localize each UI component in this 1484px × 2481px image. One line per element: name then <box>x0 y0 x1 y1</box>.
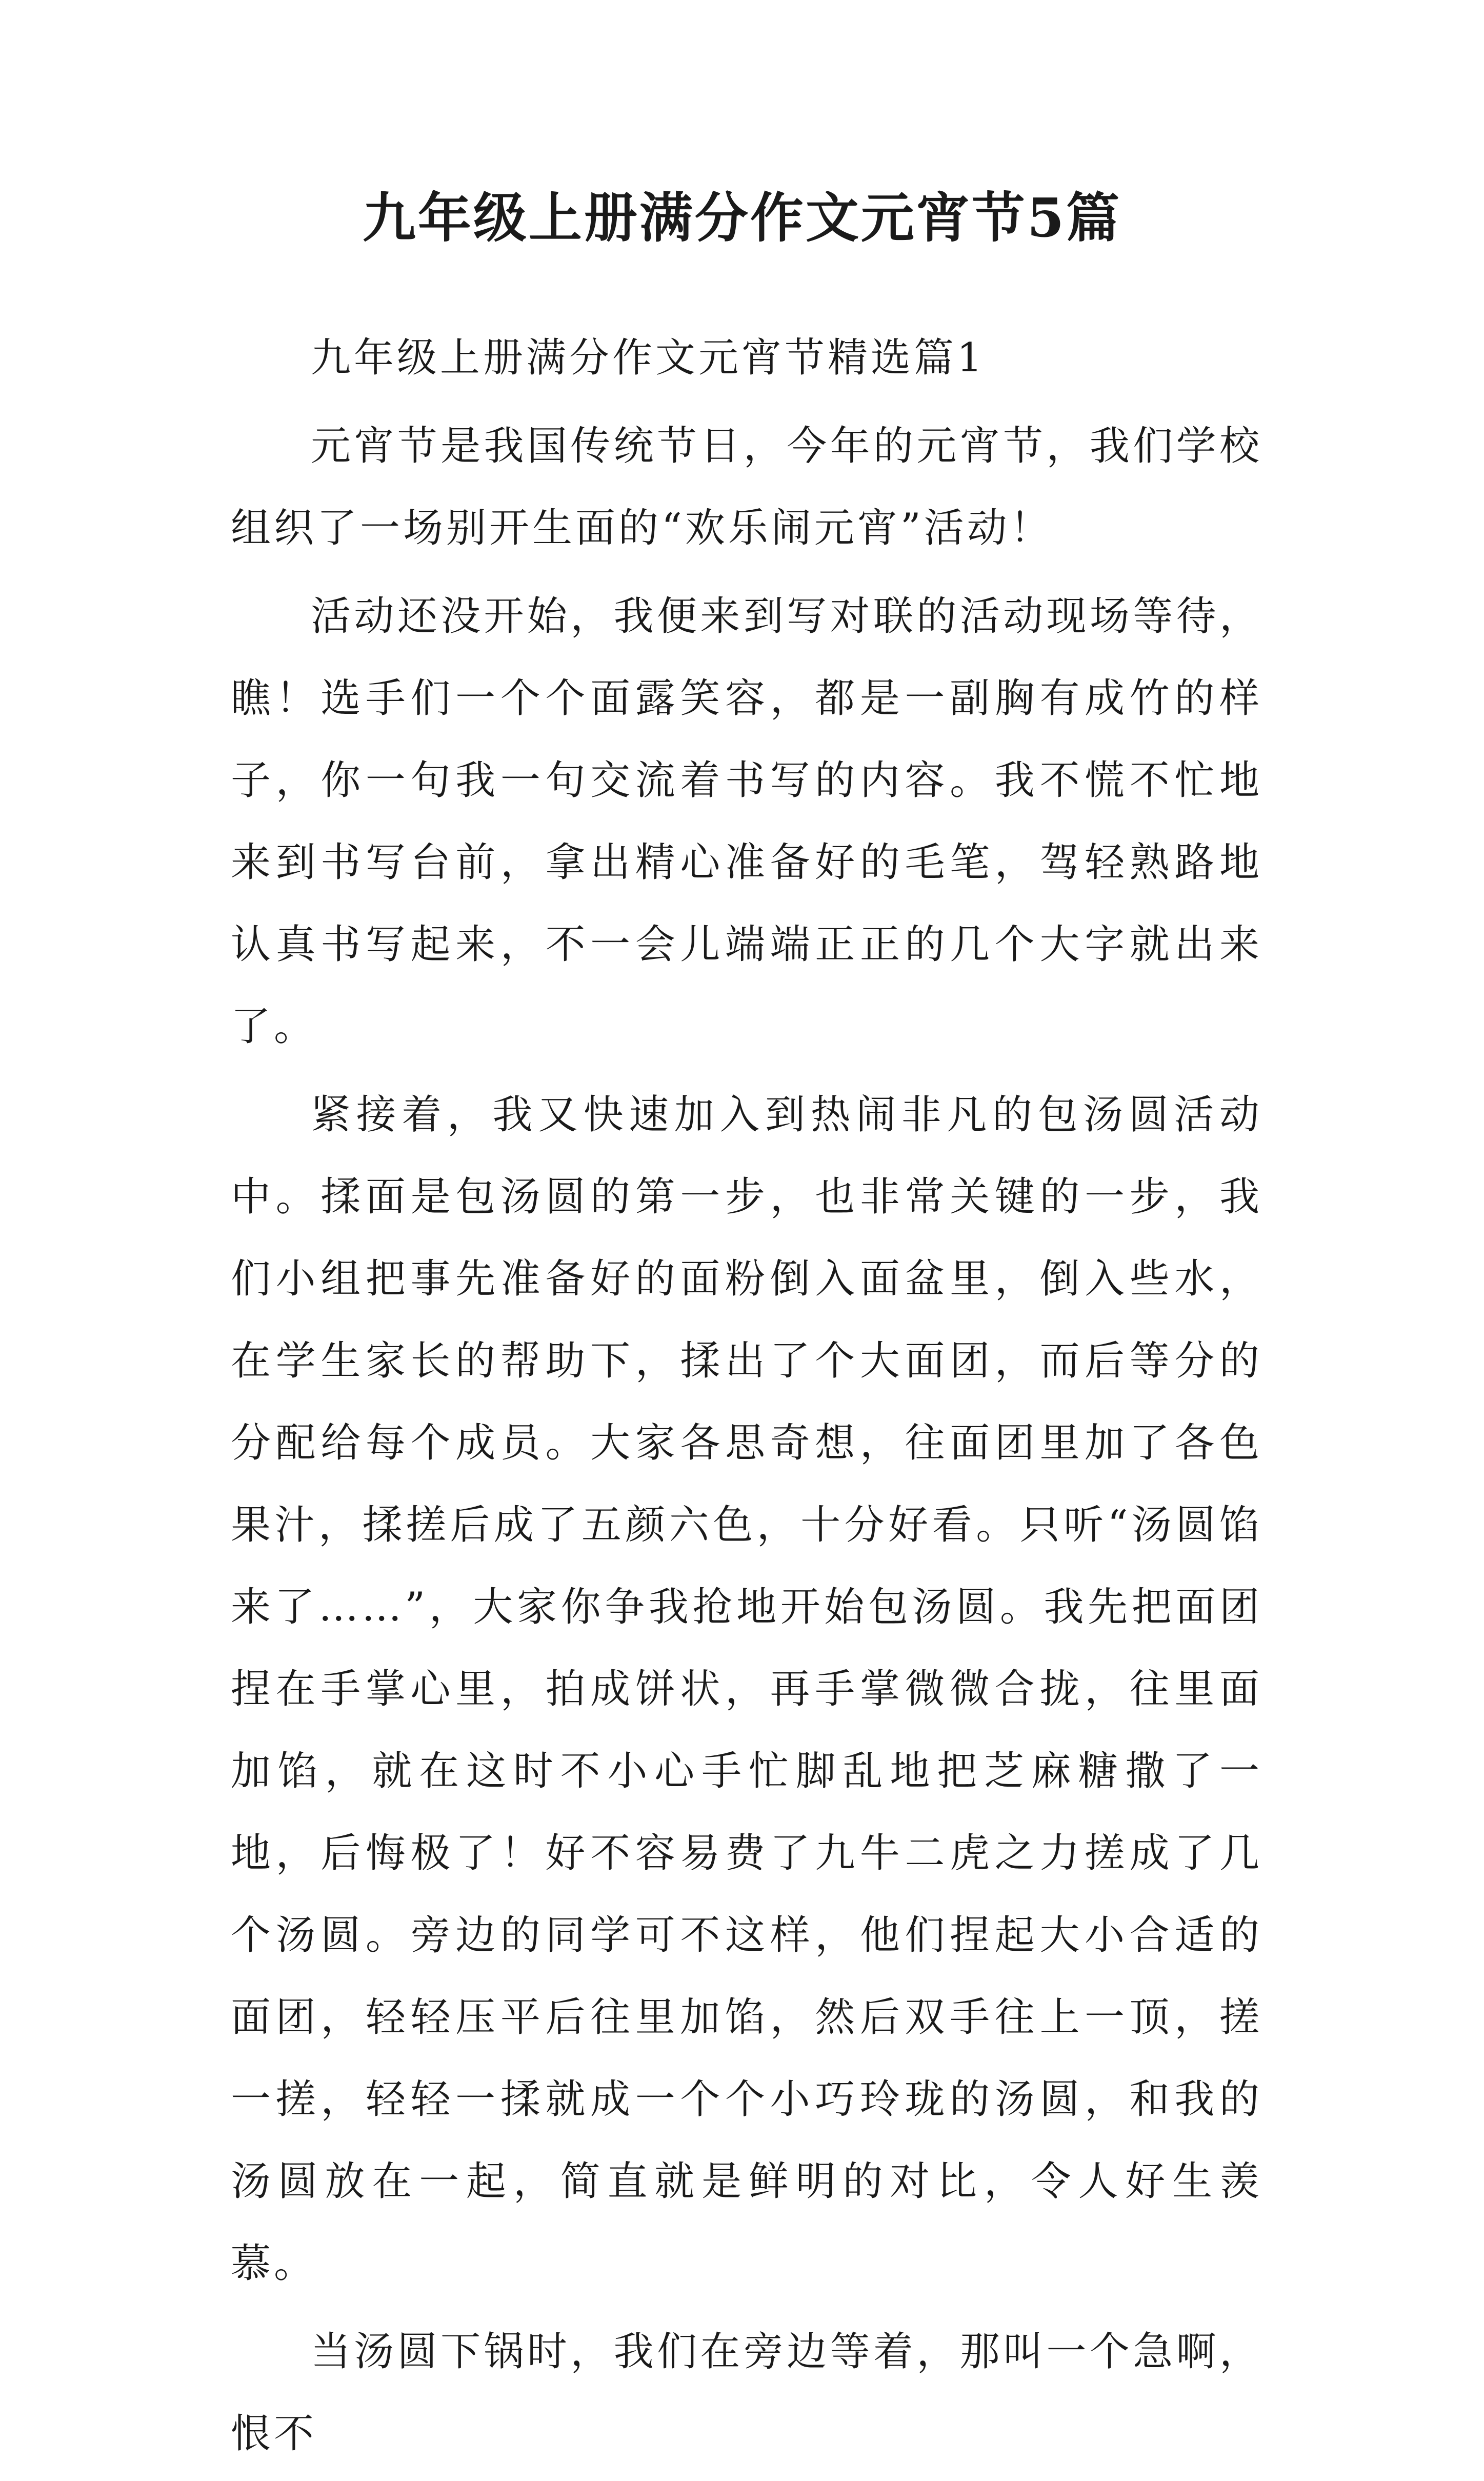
paragraph: 元宵节是我国传统节日，今年的元宵节，我们学校组织了一场别开生面的“欢乐闹元宵”活动！ <box>231 423 1262 551</box>
document-title: 九年级上册满分作文元宵节5篇 <box>362 186 1122 249</box>
document-body <box>231 317 1262 2481</box>
paragraph: 活动还没开始，我便来到写对联的活动现场等待，瞧！选手们一个个面露笑容，都是一副胸有成竹的样子，你一句我一句交流着书写的内容。我不慌不忙地来到书写台前，拿出精心准备好的毛笔，驾轻熟路地认真书写起来，不一会儿端端正正的几个大字就出来了。 <box>231 593 1262 1050</box>
paragraph: 紧接着，我又快速加入到热闹非凡的包汤圆活动中。揉面是包汤圆的第一步，也非常关键的一步，我们小组把事先准备好的面粉倒入面盆里，倒入些水，在学生家长的帮助下，揉出了个大面团，而后等分的分配给每个成员。大家各思奇想，往面团里加了各色果汁，揉搓后成了五颜六色，十分好看。只听“汤圆馅来了……”，大家你争我抢地开始包汤圆。我先把面团捏在手掌心里，拍成饼状，再手掌微微合拢，往里面加馅，就在这时不小心手忙脚乱地把芝麻糖撒了一地，后悔极了！好不容易费了九牛二虎之力搓成了几个汤圆。旁边的同学可不这样，他们捏起大小合适的面团，轻轻压平后往里加馅，然后双手往上一顶，搓一搓，轻轻一揉就成一个个小巧玲珑的汤圆，和我的汤圆放在一起，简直就是鲜明的对比，令人好生羡慕。 <box>231 1092 1262 2287</box>
section-heading: 九年级上册满分作文元宵节精选篇1 <box>311 335 986 381</box>
paragraph: 当汤圆下锅时，我们在旁边等着，那叫一个急啊，恨不 <box>231 2329 1262 2457</box>
